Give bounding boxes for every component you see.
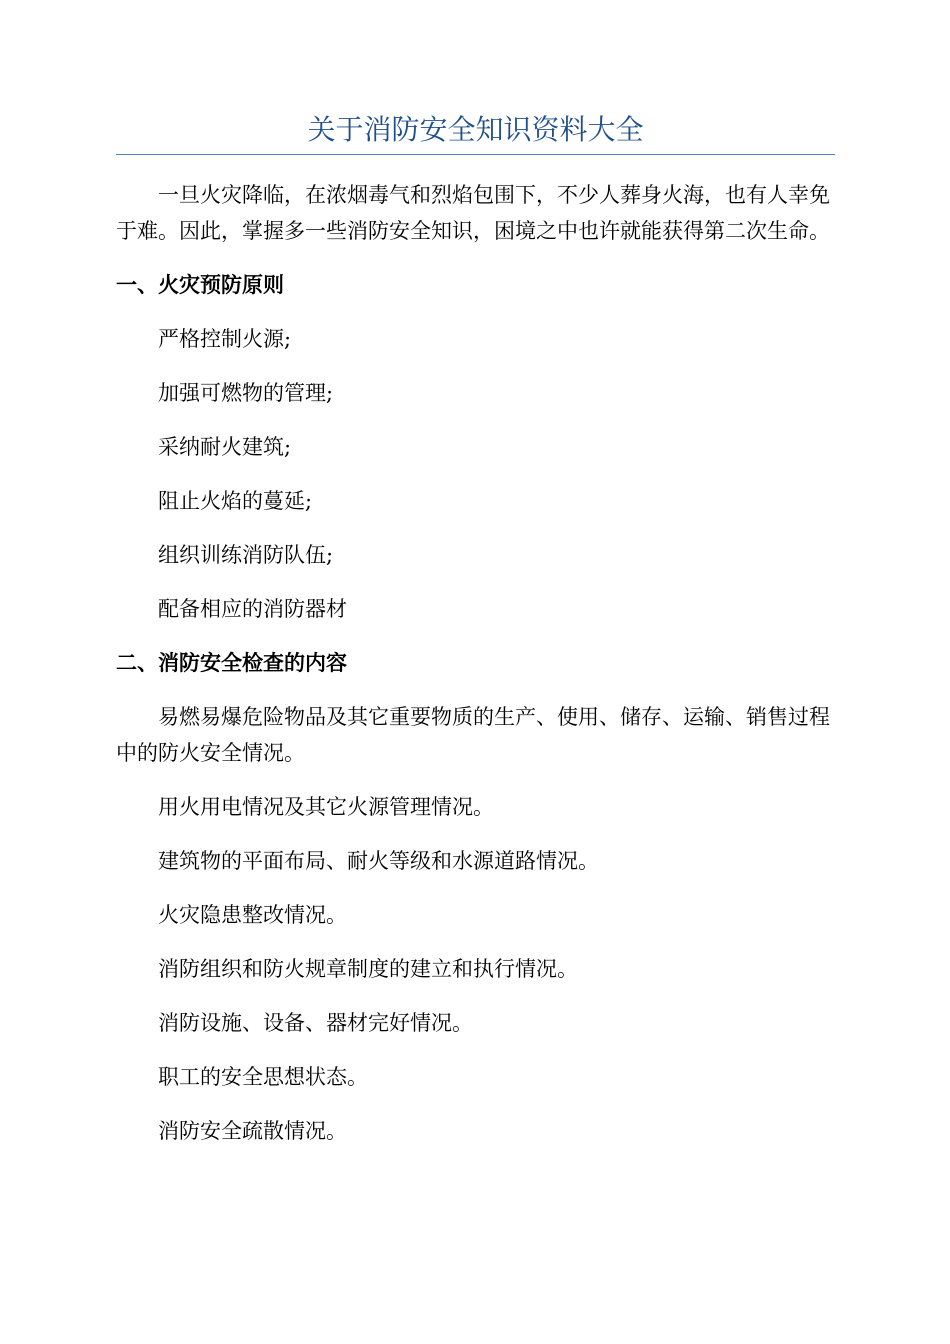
list-item: 消防设施、设备、器材完好情况。 (158, 1011, 473, 1035)
list-item: 阻止火焰的蔓延; (158, 489, 313, 513)
list-item: 采纳耐火建筑; (158, 435, 292, 459)
list-item: 加强可燃物的管理; (158, 381, 334, 405)
list-item: 消防安全疏散情况。 (158, 1119, 347, 1143)
section-safety-inspection (116, 645, 835, 1149)
intro-paragraph: 一旦火灾降临，在浓烟毒气和烈焰包围下，不少人葬身火海，也有人幸免于难。因此，掌握多一些消防安全知识，困境之中也许就能获得第二次生命。 (116, 183, 830, 243)
section-heading: 二、消防安全检查的内容 (116, 651, 347, 675)
section-heading: 一、火灾预防原则 (116, 273, 284, 297)
list-item: 易燃易爆危险物品及其它重要物质的生产、使用、储存、运输、销售过程中的防火安全情况。 (116, 705, 830, 765)
list-item: 配备相应的消防器材 (158, 597, 347, 621)
list-item: 火灾隐患整改情况。 (158, 903, 347, 927)
list-item: 职工的安全思想状态。 (158, 1065, 368, 1089)
list-item: 建筑物的平面布局、耐火等级和水源道路情况。 (158, 849, 599, 873)
document-page (116, 108, 835, 1149)
section-fire-prevention (116, 267, 835, 627)
document-title: 关于消防安全知识资料大全 (116, 108, 835, 155)
list-item: 严格控制火源; (158, 327, 292, 351)
list-item: 用火用电情况及其它火源管理情况。 (158, 795, 494, 819)
list-item: 消防组织和防火规章制度的建立和执行情况。 (158, 957, 578, 981)
list-item: 组织训练消防队伍; (158, 543, 334, 567)
